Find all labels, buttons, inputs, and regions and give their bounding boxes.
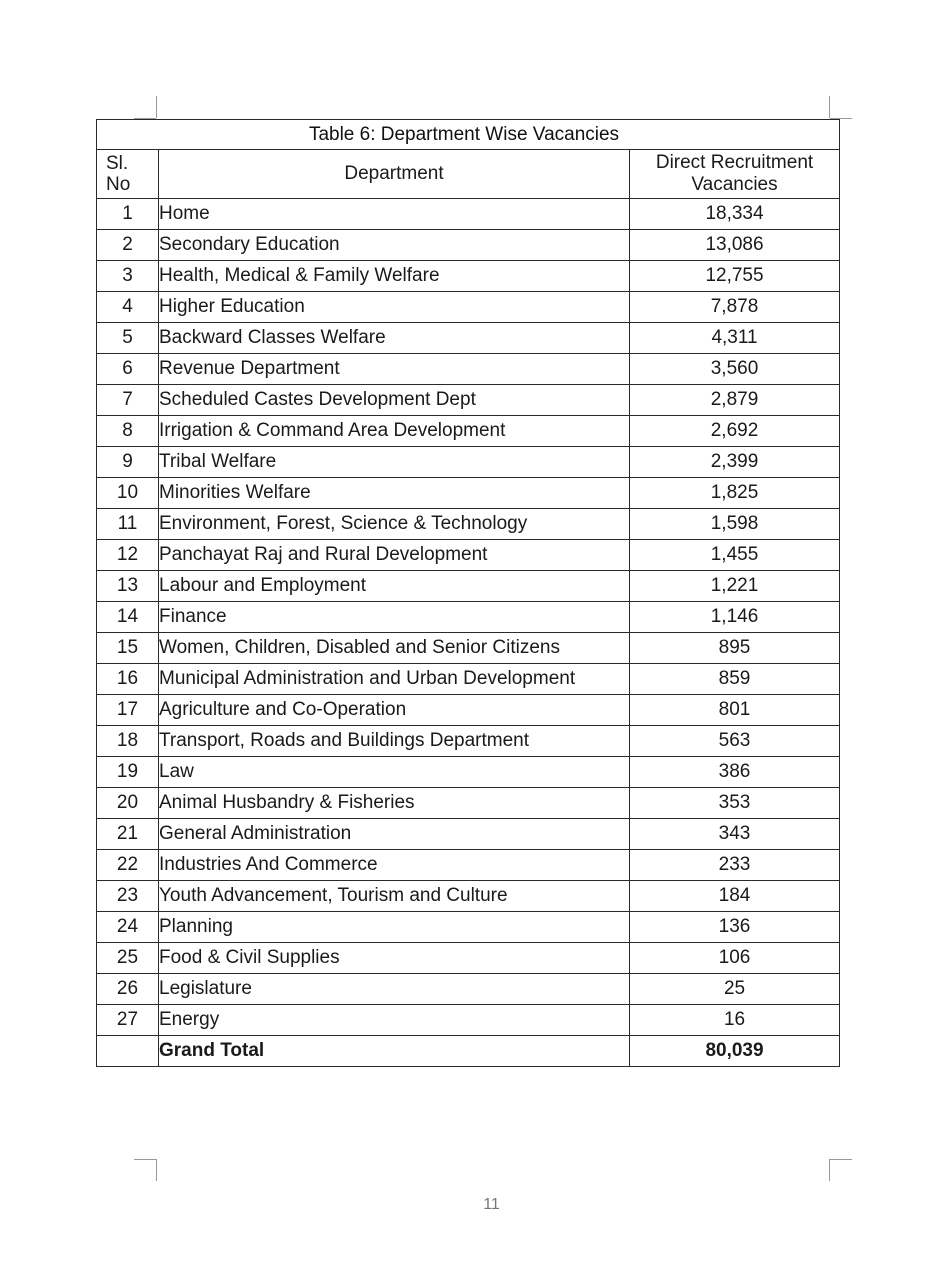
- table-row: [97, 912, 840, 943]
- table-row: [97, 292, 840, 323]
- row-vacancies: 13,086: [630, 230, 840, 261]
- row-number: 3: [97, 261, 159, 292]
- row-number: 26: [97, 974, 159, 1005]
- row-vacancies: 859: [630, 664, 840, 695]
- row-number: 6: [97, 354, 159, 385]
- row-number: 27: [97, 1005, 159, 1036]
- row-vacancies: 895: [630, 633, 840, 664]
- row-department: Secondary Education: [159, 230, 630, 261]
- table-row: [97, 540, 840, 571]
- table-header-row: [97, 150, 840, 199]
- table-row: [97, 788, 840, 819]
- table-row: [97, 230, 840, 261]
- table-row: [97, 726, 840, 757]
- page-number: 11: [483, 1196, 500, 1213]
- row-number: 18: [97, 726, 159, 757]
- row-number: 12: [97, 540, 159, 571]
- table-title-row: [97, 120, 840, 150]
- row-department: Legislature: [159, 974, 630, 1005]
- row-department: Municipal Administration and Urban Development: [159, 664, 630, 695]
- row-vacancies: 2,879: [630, 385, 840, 416]
- header-vacancies-line1: Direct Recruitment: [655, 152, 814, 173]
- table-row: [97, 199, 840, 230]
- row-vacancies: 25: [630, 974, 840, 1005]
- table-row: [97, 571, 840, 602]
- row-number: 17: [97, 695, 159, 726]
- row-department: Finance: [159, 602, 630, 633]
- row-department: Backward Classes Welfare: [159, 323, 630, 354]
- row-vacancies: 4,311: [630, 323, 840, 354]
- row-vacancies: 7,878: [630, 292, 840, 323]
- header-vacancies-line2: Vacancies: [691, 174, 778, 195]
- row-number: 11: [97, 509, 159, 540]
- row-vacancies: 16: [630, 1005, 840, 1036]
- table-row: [97, 478, 840, 509]
- row-number: 16: [97, 664, 159, 695]
- table-title-text: Table 6: Department Wise Vacancies: [308, 123, 620, 145]
- row-vacancies: 18,334: [630, 199, 840, 230]
- header-department: Department: [159, 150, 630, 199]
- row-number: 7: [97, 385, 159, 416]
- table-row: [97, 1005, 840, 1036]
- row-vacancies: 136: [630, 912, 840, 943]
- table-row: [97, 850, 840, 881]
- table-row: [97, 323, 840, 354]
- row-number: 9: [97, 447, 159, 478]
- row-number: 20: [97, 788, 159, 819]
- row-number: 14: [97, 602, 159, 633]
- row-vacancies: 353: [630, 788, 840, 819]
- row-vacancies: 1,146: [630, 602, 840, 633]
- row-number: 25: [97, 943, 159, 974]
- table-row: [97, 354, 840, 385]
- row-number: 13: [97, 571, 159, 602]
- row-department: Energy: [159, 1005, 630, 1036]
- table-row: [97, 943, 840, 974]
- crop-mark-bottom-left: [156, 1159, 157, 1181]
- crop-mark-bottom-left-h: [134, 1159, 156, 1160]
- row-department: Labour and Employment: [159, 571, 630, 602]
- header-sl-line1: Sl.: [106, 153, 129, 174]
- row-department: Agriculture and Co-Operation: [159, 695, 630, 726]
- row-number: 15: [97, 633, 159, 664]
- row-number: 1: [97, 199, 159, 230]
- vacancies-table: [96, 119, 840, 1067]
- row-vacancies: 2,692: [630, 416, 840, 447]
- crop-mark-top-right: [829, 96, 830, 118]
- row-number: 23: [97, 881, 159, 912]
- row-number: 24: [97, 912, 159, 943]
- row-department: Transport, Roads and Buildings Department: [159, 726, 630, 757]
- row-vacancies: 3,560: [630, 354, 840, 385]
- table-title: [97, 120, 840, 150]
- row-vacancies: 106: [630, 943, 840, 974]
- row-department: Animal Husbandry & Fisheries: [159, 788, 630, 819]
- header-vacancies: [630, 150, 840, 199]
- row-department: Scheduled Castes Development Dept: [159, 385, 630, 416]
- row-vacancies: 1,598: [630, 509, 840, 540]
- row-number: 4: [97, 292, 159, 323]
- table-row: [97, 757, 840, 788]
- row-department: Tribal Welfare: [159, 447, 630, 478]
- row-vacancies: 801: [630, 695, 840, 726]
- row-number: 10: [97, 478, 159, 509]
- table-row: [97, 602, 840, 633]
- row-vacancies: 2,399: [630, 447, 840, 478]
- table-row: [97, 695, 840, 726]
- row-department: Home: [159, 199, 630, 230]
- grand-total-value: 80,039: [630, 1036, 840, 1067]
- table-row: [97, 509, 840, 540]
- row-number: 22: [97, 850, 159, 881]
- row-vacancies: 1,825: [630, 478, 840, 509]
- crop-mark-bottom-right-h: [830, 1159, 852, 1160]
- grand-total-label: Grand Total: [159, 1036, 630, 1067]
- table-row: [97, 633, 840, 664]
- row-department: Irrigation & Command Area Development: [159, 416, 630, 447]
- row-vacancies: 184: [630, 881, 840, 912]
- row-number: 2: [97, 230, 159, 261]
- table-row: [97, 261, 840, 292]
- row-vacancies: 386: [630, 757, 840, 788]
- row-vacancies: 343: [630, 819, 840, 850]
- row-department: General Administration: [159, 819, 630, 850]
- row-vacancies: 12,755: [630, 261, 840, 292]
- row-vacancies: 1,221: [630, 571, 840, 602]
- row-vacancies: 563: [630, 726, 840, 757]
- row-vacancies: 233: [630, 850, 840, 881]
- row-vacancies: 1,455: [630, 540, 840, 571]
- row-department: Health, Medical & Family Welfare: [159, 261, 630, 292]
- table-row: [97, 974, 840, 1005]
- row-department: Youth Advancement, Tourism and Culture: [159, 881, 630, 912]
- table-row: [97, 447, 840, 478]
- row-department: Law: [159, 757, 630, 788]
- header-sl-line2: No: [106, 174, 131, 195]
- row-department: Industries And Commerce: [159, 850, 630, 881]
- table-row: [97, 881, 840, 912]
- row-number: 21: [97, 819, 159, 850]
- row-department: Higher Education: [159, 292, 630, 323]
- row-number: 19: [97, 757, 159, 788]
- header-sl-no: [97, 150, 159, 199]
- grand-total-no: [97, 1036, 159, 1067]
- table-row: [97, 385, 840, 416]
- row-department: Panchayat Raj and Rural Development: [159, 540, 630, 571]
- row-department: Minorities Welfare: [159, 478, 630, 509]
- row-number: 8: [97, 416, 159, 447]
- row-number: 5: [97, 323, 159, 354]
- crop-mark-bottom-right: [829, 1159, 830, 1181]
- row-department: Food & Civil Supplies: [159, 943, 630, 974]
- crop-mark-top-left: [156, 96, 157, 118]
- table-row: [97, 819, 840, 850]
- row-department: Environment, Forest, Science & Technology: [159, 509, 630, 540]
- row-department: Planning: [159, 912, 630, 943]
- row-department: Women, Children, Disabled and Senior Citizens: [159, 633, 630, 664]
- table-row: [97, 664, 840, 695]
- row-department: Revenue Department: [159, 354, 630, 385]
- grand-total-row: [97, 1036, 840, 1067]
- table-row: [97, 416, 840, 447]
